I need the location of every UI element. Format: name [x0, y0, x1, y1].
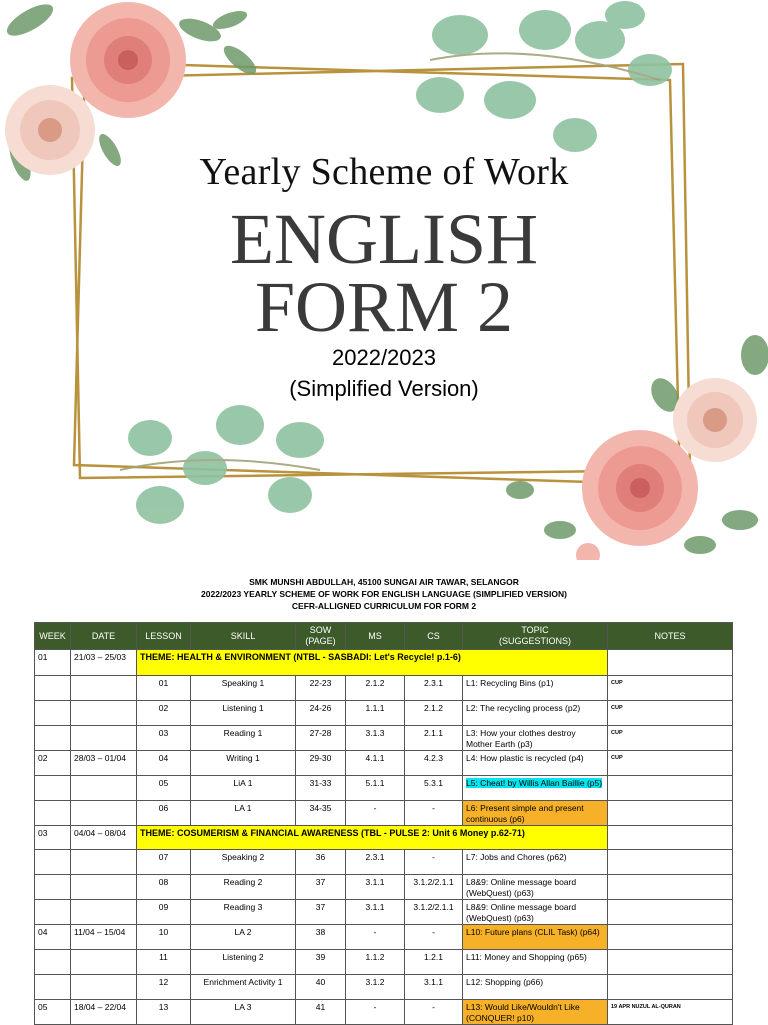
cell-sow: 40: [296, 975, 346, 1000]
cell-ms: -: [346, 801, 405, 826]
cell-skill: Listening 1: [191, 701, 296, 726]
cover-title-form: FORM 2: [254, 267, 514, 347]
cell-skill: Reading 3: [191, 900, 296, 925]
cell-cs: 2.1.1: [405, 726, 463, 751]
table-row: [35, 751, 733, 776]
cell-notes: [608, 950, 733, 975]
cell-week: [35, 801, 71, 826]
table-row: [35, 650, 733, 676]
cell-cs: 1.2.1: [405, 950, 463, 975]
table-row: [35, 875, 733, 900]
cell-date: [71, 975, 137, 1000]
cell-topic: L2: The recycling process (p2): [463, 701, 608, 726]
cell-sow: 27-28: [296, 726, 346, 751]
col-header-ms: MS: [346, 623, 405, 650]
cell-topic: L8&9: Online message board (WebQuest) (p63): [463, 900, 608, 925]
table-row: [35, 676, 733, 701]
cell-topic: L13: Would Like/Wouldn't Like (CONQUER! p10): [463, 1000, 608, 1025]
cell-ms: 2.1.2: [346, 676, 405, 701]
cell-lesson: 07: [137, 850, 191, 875]
col-header-sow-line2: (PAGE): [305, 636, 336, 646]
cell-notes: CUP: [608, 676, 733, 701]
cell-date: 28/03 – 01/04: [71, 751, 137, 776]
table-row: [35, 850, 733, 875]
cell-topic: L6: Present simple and present continuous (p6): [463, 801, 608, 826]
cell-skill: Reading 1: [191, 726, 296, 751]
bottom-left-leaves: [120, 405, 324, 524]
cell-cs: 4.2.3: [405, 751, 463, 776]
cell-date: [71, 726, 137, 751]
table-row: [35, 925, 733, 950]
col-header-lesson: LESSON: [137, 623, 191, 650]
table-row: [35, 701, 733, 726]
document-title: 2022/2023 YEARLY SCHEME OF WORK FOR ENGLISH LANGUAGE (SIMPLIFIED VERSION): [201, 589, 567, 599]
cover-title-subject: [0, 199, 768, 347]
cell-lesson: 05: [137, 776, 191, 801]
cell-sow: 37: [296, 875, 346, 900]
cell-lesson: 01: [137, 676, 191, 701]
cell-skill: LA 3: [191, 1000, 296, 1025]
cell-cs: 2.1.2: [405, 701, 463, 726]
cell-week: [35, 676, 71, 701]
cell-ms: -: [346, 1000, 405, 1025]
col-header-week: WEEK: [35, 623, 71, 650]
cell-date: [71, 875, 137, 900]
cell-notes: CUP: [608, 701, 733, 726]
cell-ms: 4.1.1: [346, 751, 405, 776]
cell-week: [35, 776, 71, 801]
cell-cs: -: [405, 801, 463, 826]
col-header-cs: CS: [405, 623, 463, 650]
col-header-topic: [463, 623, 608, 650]
col-header-skill: SKILL: [191, 623, 296, 650]
cell-lesson: 09: [137, 900, 191, 925]
cell-lesson: 13: [137, 1000, 191, 1025]
cover-title-english: ENGLISH: [230, 199, 538, 279]
cell-week: [35, 950, 71, 975]
cell-ms: 3.1.1: [346, 875, 405, 900]
cell-sow: 34-35: [296, 801, 346, 826]
cell-notes: CUP: [608, 726, 733, 751]
cell-cs: -: [405, 1000, 463, 1025]
cell-skill: LA 2: [191, 925, 296, 950]
cell-notes: [608, 776, 733, 801]
cell-sow: 24-26: [296, 701, 346, 726]
cell-topic: L8&9: Online message board (WebQuest) (p63): [463, 875, 608, 900]
cell-skill: LA 1: [191, 801, 296, 826]
cell-sow: 36: [296, 850, 346, 875]
cell-ms: -: [346, 925, 405, 950]
cell-topic: L3: How your clothes destroy Mother Earth (p3): [463, 726, 608, 751]
theme-row: THEME: HEALTH & ENVIRONMENT (NTBL - SASBADI: Let's Recycle! p.1-6): [137, 650, 608, 676]
cell-cs: 5.3.1: [405, 776, 463, 801]
cell-topic: L7: Jobs and Chores (p62): [463, 850, 608, 875]
cell-cs: 3.1.2/2.1.1: [405, 875, 463, 900]
cell-ms: 2.3.1: [346, 850, 405, 875]
table-row: [35, 950, 733, 975]
cell-skill: Speaking 1: [191, 676, 296, 701]
cell-date: 21/03 – 25/03: [71, 650, 137, 676]
table-row: [35, 776, 733, 801]
cell-notes: [608, 925, 733, 950]
table-row: [35, 900, 733, 925]
cell-ms: 5.1.1: [346, 776, 405, 801]
cell-cs: 3.1.2/2.1.1: [405, 900, 463, 925]
cell-ms: 1.1.1: [346, 701, 405, 726]
scheme-of-work-table: [34, 622, 733, 1025]
cell-skill: Listening 2: [191, 950, 296, 975]
cell-topic: L4: How plastic is recycled (p4): [463, 751, 608, 776]
cell-skill: LiA 1: [191, 776, 296, 801]
cell-lesson: 06: [137, 801, 191, 826]
cell-topic: L12: Shopping (p66): [463, 975, 608, 1000]
cell-date: [71, 950, 137, 975]
cell-sow: 22-23: [296, 676, 346, 701]
table-row: [35, 1000, 733, 1025]
cell-date: 11/04 – 15/04: [71, 925, 137, 950]
cell-lesson: 04: [137, 751, 191, 776]
cell-skill: Writing 1: [191, 751, 296, 776]
col-header-notes: NOTES: [608, 623, 733, 650]
cell-week: [35, 726, 71, 751]
cell-sow: 41: [296, 1000, 346, 1025]
cell-ms: 3.1.2: [346, 975, 405, 1000]
table-row: [35, 826, 733, 850]
cell-date: [71, 850, 137, 875]
cell-date: 18/04 – 22/04: [71, 1000, 137, 1025]
col-header-sow: [296, 623, 346, 650]
cell-lesson: 08: [137, 875, 191, 900]
cell-skill: Speaking 2: [191, 850, 296, 875]
cell-notes: 19 APR NUZUL AL-QURAN: [608, 1000, 733, 1025]
theme-row: THEME: COSUMERISM & FINANCIAL AWARENESS (TBL - PULSE 2: Unit 6 Money p.62-71): [137, 826, 608, 850]
cell-date: [71, 776, 137, 801]
table-row: [35, 801, 733, 826]
cover-subtitle: (Simplified Version): [289, 376, 479, 401]
cell-sow: 31-33: [296, 776, 346, 801]
cell-date: [71, 676, 137, 701]
cell-notes: [608, 801, 733, 826]
cell-skill: Enrichment Activity 1: [191, 975, 296, 1000]
cell-lesson: 11: [137, 950, 191, 975]
cell-sow: 29-30: [296, 751, 346, 776]
cell-cs: 2.3.1: [405, 676, 463, 701]
cell-sow: 38: [296, 925, 346, 950]
document-header: [0, 576, 768, 612]
cell-notes: [608, 875, 733, 900]
col-header-date: DATE: [71, 623, 137, 650]
cell-week: 03: [35, 826, 71, 850]
cell-notes: [608, 826, 733, 850]
cell-ms: 1.1.2: [346, 950, 405, 975]
cell-cs: 3.1.1: [405, 975, 463, 1000]
cell-ms: 3.1.1: [346, 900, 405, 925]
cell-notes: [608, 900, 733, 925]
cell-week: [35, 850, 71, 875]
cell-topic: [463, 776, 608, 801]
cell-lesson: 10: [137, 925, 191, 950]
school-name: SMK MUNSHI ABDULLAH, 45100 SUNGAI AIR TAWAR, SELANGOR: [249, 577, 519, 587]
cell-date: [71, 900, 137, 925]
cell-week: 02: [35, 751, 71, 776]
cell-cs: -: [405, 925, 463, 950]
cover-year: 2022/2023: [332, 345, 436, 370]
cell-week: [35, 875, 71, 900]
cell-topic: L1: Recycling Bins (p1): [463, 676, 608, 701]
cell-date: [71, 801, 137, 826]
cell-lesson: 12: [137, 975, 191, 1000]
curriculum-title: CEFR-ALLIGNED CURRICULUM FOR FORM 2: [291, 601, 477, 611]
cell-week: [35, 900, 71, 925]
cell-week: [35, 975, 71, 1000]
cell-notes: [608, 850, 733, 875]
cell-week: 04: [35, 925, 71, 950]
col-header-topic-line1: TOPIC: [521, 625, 549, 635]
col-header-topic-line2: (SUGGESTIONS): [498, 636, 571, 646]
table-header-row: [35, 623, 733, 650]
cover-title-yearly: Yearly Scheme of Work: [199, 151, 569, 193]
cell-sow: 39: [296, 950, 346, 975]
cell-week: [35, 701, 71, 726]
cell-lesson: 02: [137, 701, 191, 726]
table-row: [35, 726, 733, 751]
cell-ms: 3.1.3: [346, 726, 405, 751]
topic-highlight-literature: L5: Cheat! by Willis Allan Baillie (p5): [466, 778, 603, 788]
cell-topic: L10: Future plans (CLIL Task) (p64): [463, 925, 608, 950]
cell-date: [71, 701, 137, 726]
col-header-sow-line1: SOW: [309, 625, 332, 635]
cell-week: 05: [35, 1000, 71, 1025]
cell-sow: 37: [296, 900, 346, 925]
cell-cs: -: [405, 850, 463, 875]
cell-date: 04/04 – 08/04: [71, 826, 137, 850]
cell-skill: Reading 2: [191, 875, 296, 900]
cell-topic: L11: Money and Shopping (p65): [463, 950, 608, 975]
table-row: [35, 975, 733, 1000]
cell-notes: [608, 650, 733, 676]
cell-notes: CUP: [608, 751, 733, 776]
cell-notes: [608, 975, 733, 1000]
cell-lesson: 03: [137, 726, 191, 751]
cell-week: 01: [35, 650, 71, 676]
